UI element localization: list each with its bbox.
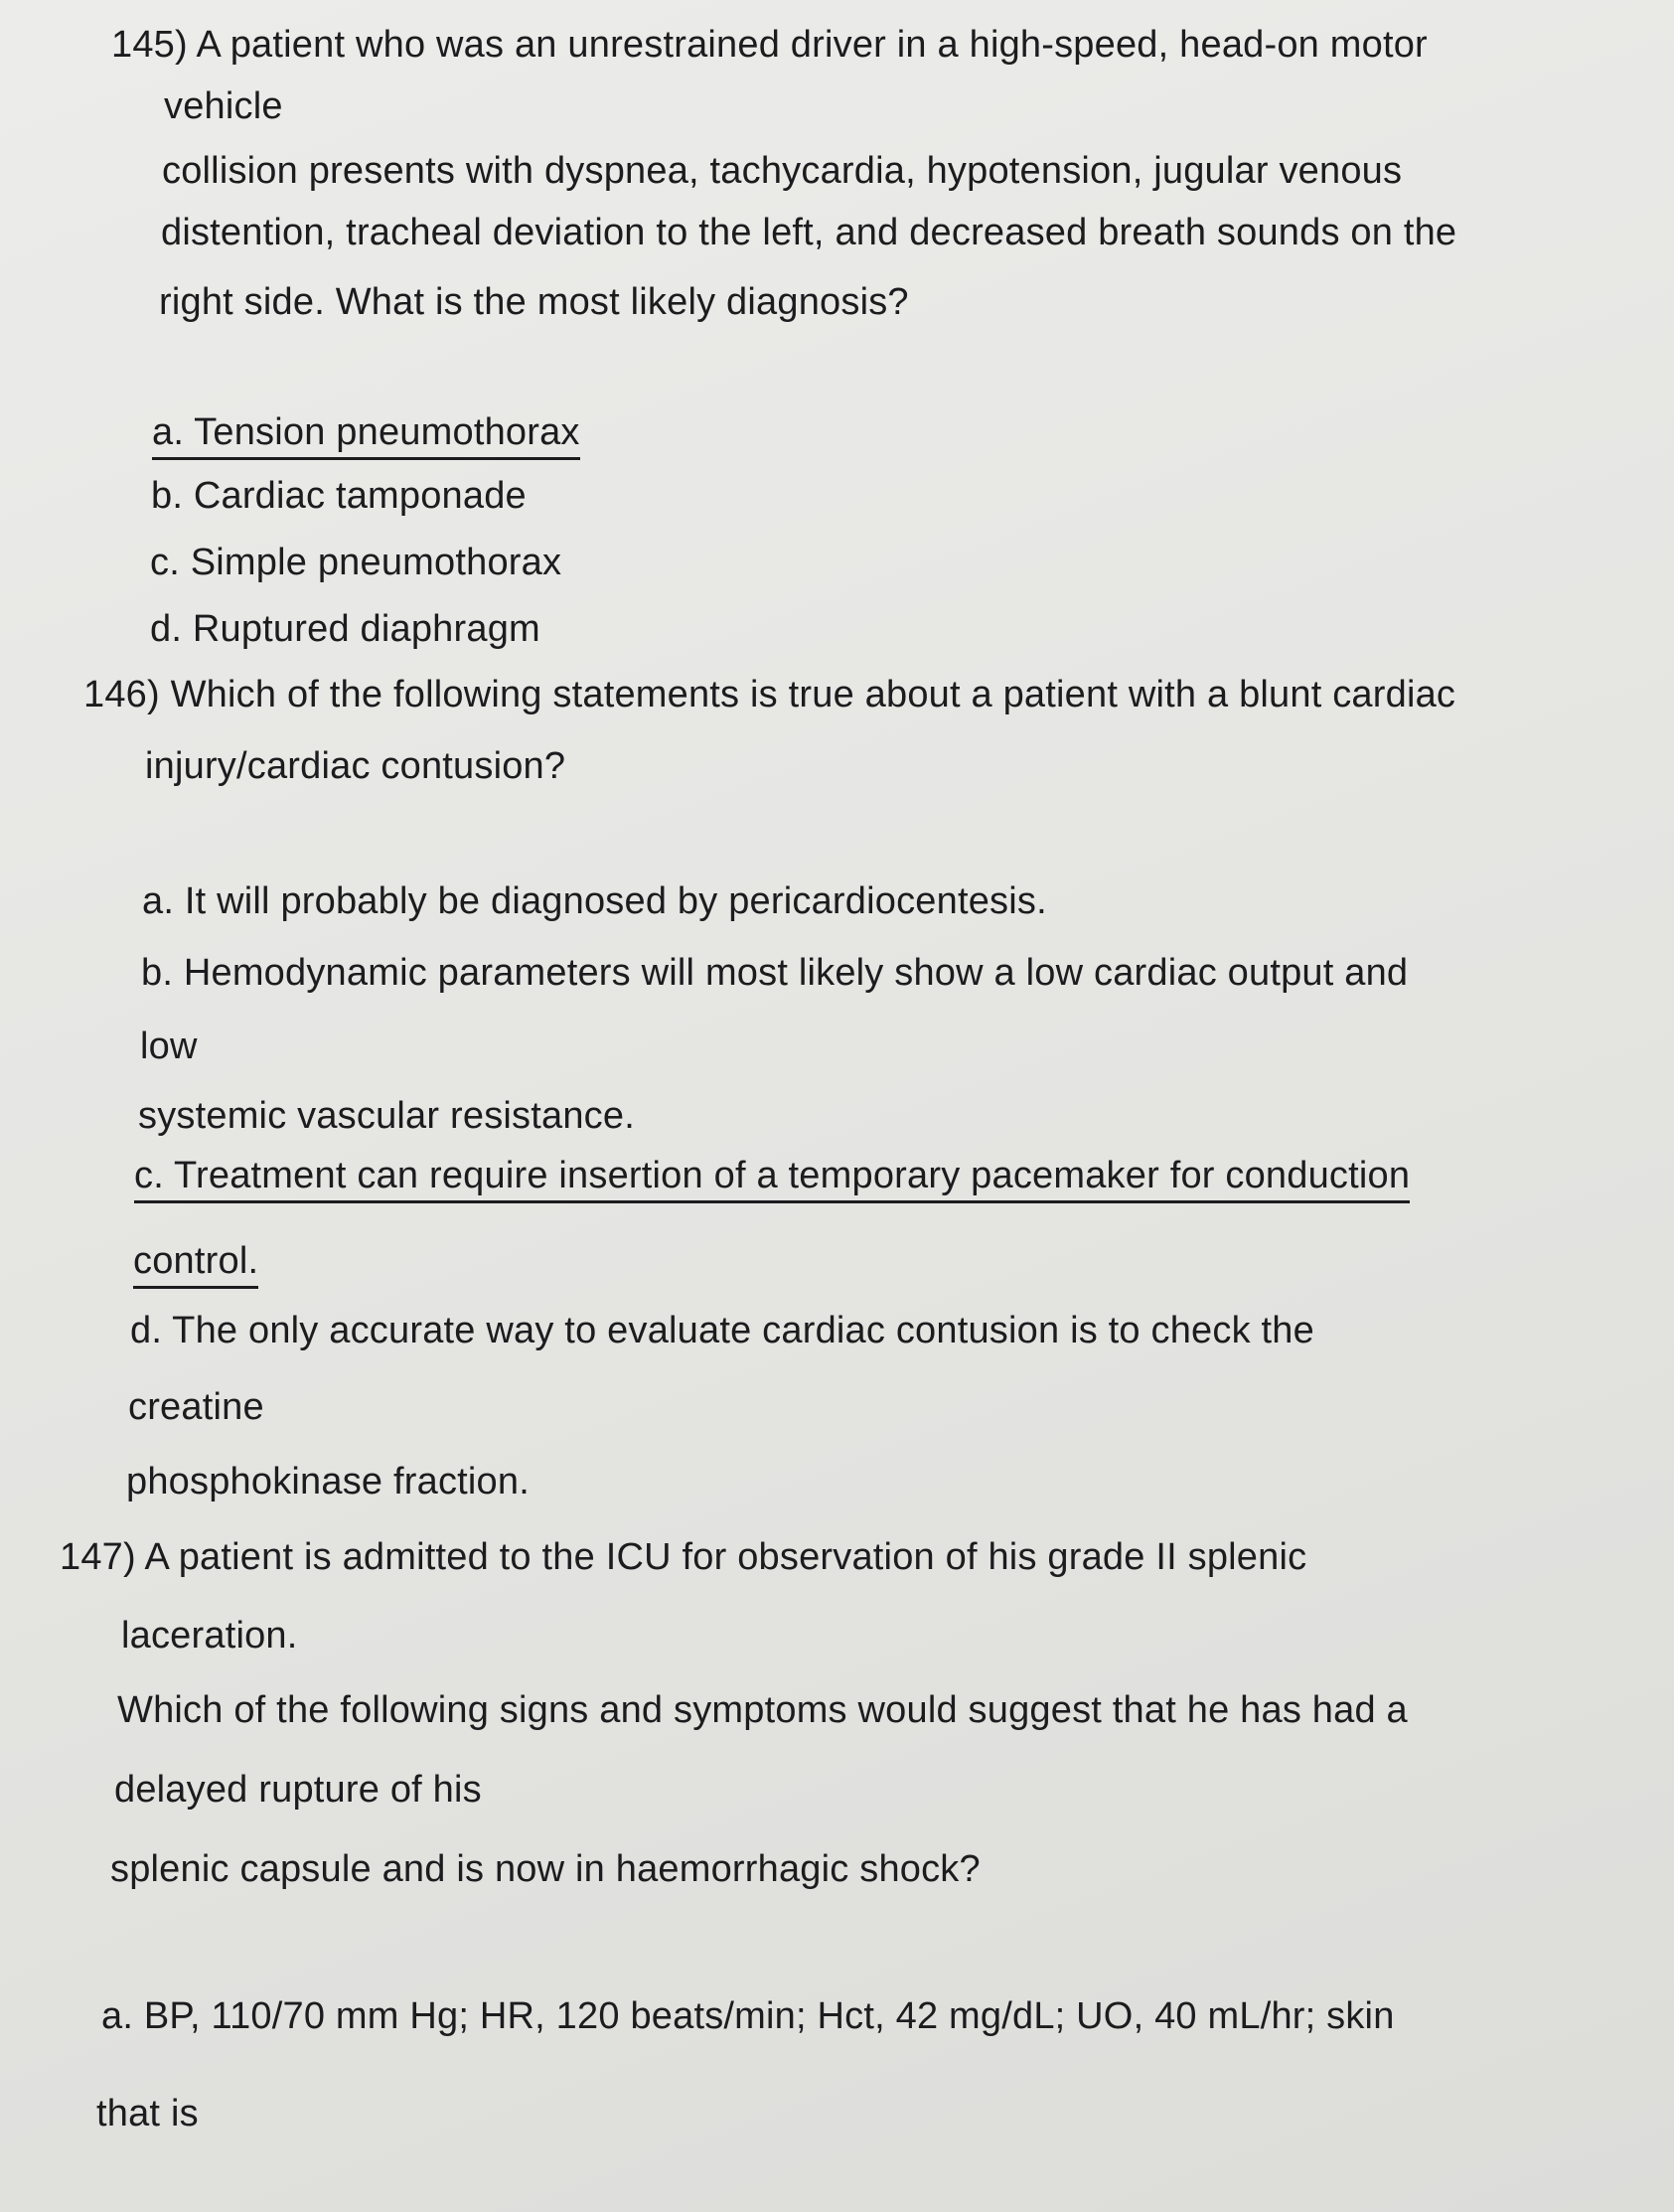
q146-option-d-line-1: d. The only accurate way to evaluate cardiac contusion is to check the — [130, 1310, 1314, 1351]
q147-stem-line-1: 147) A patient is admitted to the ICU for observation of his grade II splenic — [60, 1536, 1307, 1578]
q146-stem-line-1: 146) Which of the following statements is true about a patient with a blunt cardiac — [83, 674, 1456, 715]
q145-option-d: d. Ruptured diaphragm — [150, 608, 540, 650]
q146-stem-line-2: injury/cardiac contusion? — [145, 745, 566, 787]
q145-stem-line-4: distention, tracheal deviation to the left, and decreased breath sounds on the — [161, 212, 1457, 253]
q146-option-c-line-1: c. Treatment can require insertion of a temporary pacemaker for conduction — [134, 1153, 1410, 1203]
q146-option-b-line-2: low — [140, 1026, 198, 1067]
q147-option-a-line-1: a. BP, 110/70 mm Hg; HR, 120 beats/min; Hct, 42 mg/dL; UO, 40 mL/hr; skin — [101, 1995, 1395, 2037]
q145-option-b: b. Cardiac tamponade — [151, 475, 527, 517]
q145-stem-line-1: 145) A patient who was an unrestrained driver in a high-speed, head-on motor — [111, 24, 1428, 66]
q145-stem-line-3: collision presents with dyspnea, tachycardia, hypotension, jugular venous — [162, 150, 1403, 192]
q145-stem-line-2: vehicle — [164, 85, 283, 127]
q147-option-a-line-2: that is — [96, 2093, 199, 2134]
q147-stem-line-2: laceration. — [121, 1615, 298, 1657]
q146-option-b-line-1: b. Hemodynamic parameters will most likely show a low cardiac output and — [141, 952, 1409, 994]
q147-stem-line-3: Which of the following signs and symptoms would suggest that he has had a — [117, 1689, 1408, 1731]
q145-stem-line-5: right side. What is the most likely diagnosis? — [159, 281, 909, 323]
q146-option-d-line-2: creatine — [128, 1386, 264, 1428]
q147-stem-line-5: splenic capsule and is now in haemorrhagic shock? — [110, 1848, 981, 1890]
q146-option-c-line-2: control. — [133, 1238, 258, 1289]
q146-option-a: a. It will probably be diagnosed by pericardiocentesis. — [142, 880, 1047, 922]
q146-option-d-line-3: phosphokinase fraction. — [126, 1461, 530, 1502]
q147-stem-line-4: delayed rupture of his — [114, 1769, 482, 1811]
q146-option-b-line-3: systemic vascular resistance. — [138, 1095, 635, 1137]
q145-option-a: a. Tension pneumothorax — [152, 409, 580, 460]
q145-option-c: c. Simple pneumothorax — [150, 542, 562, 583]
